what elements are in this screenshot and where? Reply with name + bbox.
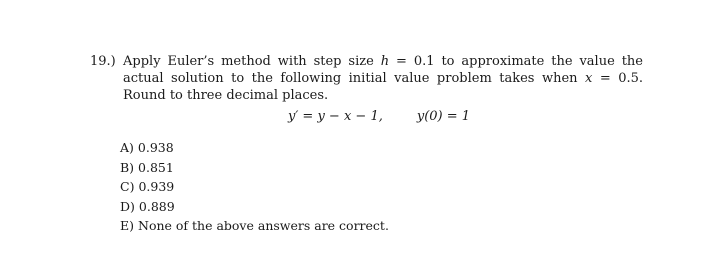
choice-label: C) <box>120 179 135 194</box>
equation-initial-condition: y(0) = 1 <box>416 109 471 124</box>
choice-d[interactable] <box>120 197 389 217</box>
differential-equation <box>288 108 470 125</box>
choice-text: 0.938 <box>137 140 174 155</box>
choice-text: 0.889 <box>138 198 175 214</box>
answer-choices <box>120 138 389 236</box>
question-text-part-1: Apply Euler’s method with step size <box>123 54 381 69</box>
variable-h: h <box>380 54 390 69</box>
question-text-part-2: = 0.1 to approximate the value the actual solution to the following initial value problem takes when <box>123 54 643 86</box>
equation-ode: y′ = y − x − 1, <box>288 109 383 124</box>
choice-label: E) <box>120 218 135 233</box>
choice-text: None of the above answers are correct. <box>138 218 389 233</box>
question-block <box>90 53 650 124</box>
choice-c[interactable] <box>120 177 389 197</box>
choice-a[interactable] <box>120 138 389 158</box>
choice-label: D) <box>120 198 135 214</box>
choice-label: A) <box>120 140 134 155</box>
choice-e[interactable] <box>120 216 389 236</box>
choice-text: 0.939 <box>138 179 175 194</box>
choice-label: B) <box>120 159 135 175</box>
variable-x: x <box>585 71 593 86</box>
question-text-part-3: = 0.5. Round to three decimal places. <box>123 71 644 103</box>
question-text <box>123 53 643 104</box>
choice-b[interactable] <box>120 158 389 178</box>
question-number: 19.) <box>90 54 116 69</box>
choice-text: 0.851 <box>138 159 174 175</box>
